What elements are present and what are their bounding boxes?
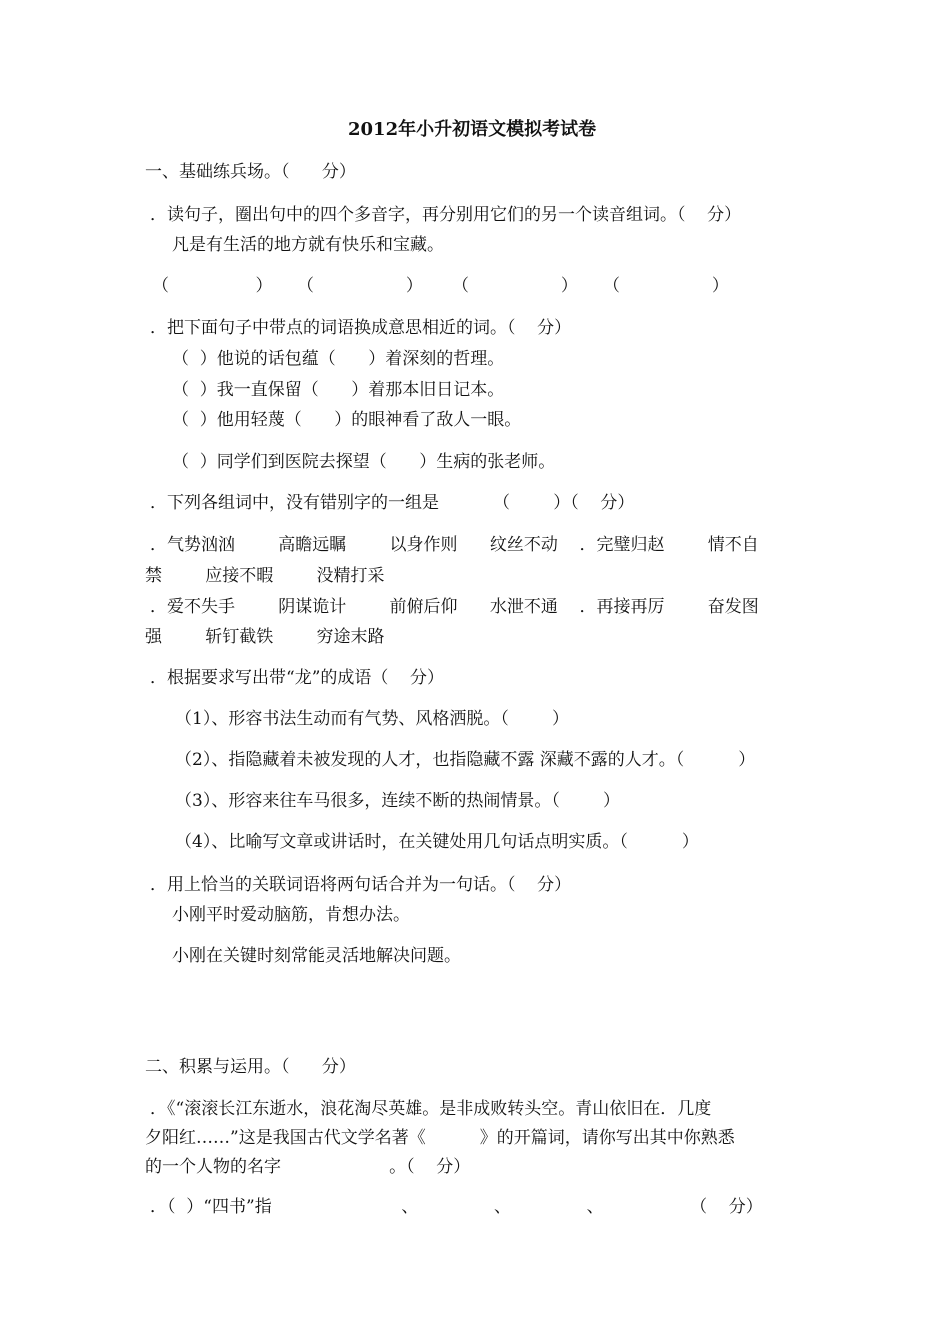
q2-item-3: （ ）他用轻蔑（ ）的眼神看了敌人一眼。 (172, 410, 522, 430)
q5-line-2: 小刚在关键时刻常能灵活地解决问题。 (172, 946, 461, 966)
section2-heading: 二、积累与运用。（ 分） (145, 1057, 356, 1077)
q1-blank-4: （ ） (603, 276, 729, 296)
section1-heading: 一、基础练兵场。（ 分） (145, 162, 356, 182)
q4-item-1: （1）、形容书法生动而有气势、风格洒脱。（ ） (175, 709, 570, 729)
q1-blank-2: （ ） (297, 276, 423, 296)
s2-q1-line-3: 的一个人物的名字 。（ 分） (145, 1157, 471, 1177)
q2-item-1: （ ）他说的话包蕴（ ）着深刻的哲理。 (172, 349, 505, 369)
q4-prompt: ．根据要求写出带“龙”的成语（ 分） (150, 668, 444, 688)
q2-prompt: ．把下面句子中带点的词语换成意思相近的词。（ 分） (150, 318, 572, 338)
s2-q1-line-1: ．《“滚滚长江东逝水，浪花淘尽英雄。是非成败转头空。青山依旧在．几度 (150, 1099, 712, 1119)
q4-item-4: （4）、比喻写文章或讲话时，在关键处用几句话点明实质。（ ） (175, 832, 699, 852)
s2-q2-line: ．（ ）“四书”指 、 、 、 （ 分） (150, 1197, 763, 1217)
q1-blank-1: （ ） (152, 276, 273, 296)
q1-blank-3: （ ） (452, 276, 578, 296)
q2-item-2: （ ）我一直保留（ ）着那本旧日记本。 (172, 380, 505, 400)
q3-row-4: 强 斩钉截铁 穷途末路 (145, 627, 385, 647)
q1-sentence: 凡是有生活的地方就有快乐和宝藏。 (172, 235, 444, 255)
s2-q1-line-2: 夕阳红……”这是我国古代文学名著《 》的开篇词，请你写出其中你熟悉 (145, 1128, 735, 1148)
q1-prompt: ．读句子，圈出句中的四个多音字，再分别用它们的另一个读音组词。（ 分） (150, 205, 742, 225)
q3-row-2: 禁 应接不暇 没精打采 (145, 566, 385, 586)
page-title: 2012年小升初语文模拟考试卷 (348, 119, 597, 140)
q3-row-1: ．气势汹汹 高瞻远瞩 以身作则 纹丝不动 ．完璧归赵 情不自 (150, 535, 759, 555)
q2-item-4: （ ）同学们到医院去探望（ ）生病的张老师。 (172, 452, 556, 472)
q4-item-3: （3）、形容来往车马很多，连续不断的热闹情景。（ ） (175, 791, 621, 811)
q4-item-2: （2）、指隐藏着未被发现的人才，也指隐藏不露 深藏不露的人才。（ ） (175, 750, 756, 770)
q5-line-1: 小刚平时爱动脑筋，肯想办法。 (172, 905, 410, 925)
q5-prompt: ．用上恰当的关联词语将两句话合并为一句话。（ 分） (150, 875, 572, 895)
q3-prompt: ．下列各组词中，没有错别字的一组是 （ ）（ 分） (150, 493, 635, 513)
q3-row-3: ．爱不失手 阴谋诡计 前俯后仰 水泄不通 ．再接再厉 奋发图 (150, 597, 759, 617)
